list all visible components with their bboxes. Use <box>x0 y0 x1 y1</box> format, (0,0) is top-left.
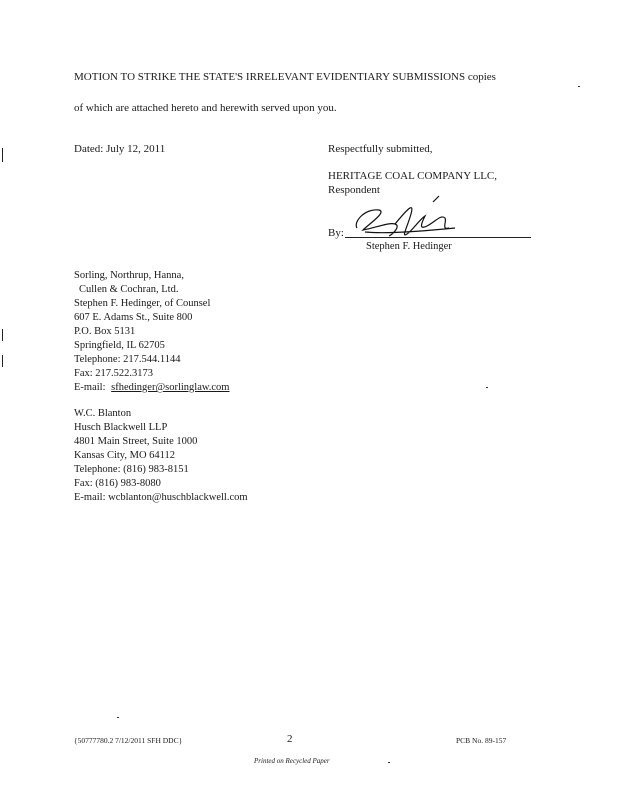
footer-page-number: 2 <box>287 733 293 745</box>
revision-bar <box>2 329 3 341</box>
scan-speck <box>117 717 119 718</box>
counsel-line: Sorling, Northrup, Hanna, <box>74 270 184 281</box>
email-label: E-mail: <box>74 382 106 393</box>
counsel-line: E-mail: wcblanton@huschblackwell.com <box>74 492 248 503</box>
counsel-address-2 <box>74 407 248 505</box>
scan-speck <box>388 762 390 763</box>
counsel-line: Telephone: (816) 983-8151 <box>74 464 189 475</box>
counsel-line: Fax: 217.522.3173 <box>74 368 154 379</box>
dated-line: Dated: July 12, 2011 <box>74 143 166 155</box>
company-name: HERITAGE COAL COMPANY LLC, <box>328 170 498 182</box>
footer-recycled: Printed on Recycled Paper <box>254 757 330 765</box>
counsel-line: Kansas City, MO 64112 <box>74 450 176 461</box>
counsel-line: 607 E. Adams St., Suite 800 <box>74 312 193 323</box>
intro-line-1: MOTION TO STRIKE THE STATE'S IRRELEVANT EVIDENTIARY SUBMISSIONS copies <box>74 71 496 83</box>
counsel-address-1 <box>74 269 229 395</box>
counsel-line: Telephone: 217.544.1144 <box>74 354 181 365</box>
counsel-line: Husch Blackwell LLP <box>74 422 168 433</box>
counsel-line: Stephen F. Hedinger, of Counsel <box>74 298 211 309</box>
footer-case-no: PCB No. 89-157 <box>456 736 507 745</box>
counsel-line: Springfield, IL 62705 <box>74 340 165 351</box>
respondent-label: Respondent <box>328 184 380 196</box>
counsel-line: P.O. Box 5131 <box>74 326 136 337</box>
counsel-line: W.C. Blanton <box>74 408 132 419</box>
closing-text: Respectfully submitted, <box>328 143 433 155</box>
signer-name: Stephen F. Hedinger <box>366 241 452 252</box>
scan-speck <box>486 387 488 388</box>
footer-doc-id: {50777780.2 7/12/2011 SFH DDC} <box>74 736 183 745</box>
revision-bar <box>2 355 3 367</box>
by-label: By: <box>328 227 344 239</box>
counsel-line: Fax: (816) 983-8080 <box>74 478 161 489</box>
counsel-line: 4801 Main Street, Suite 1000 <box>74 436 198 447</box>
intro-line-2: of which are attached hereto and herewith served upon you. <box>74 102 337 114</box>
email-link[interactable]: sfhedinger@sorlinglaw.com <box>111 382 230 393</box>
counsel-email-row <box>74 381 229 395</box>
scan-speck <box>578 86 580 87</box>
counsel-line: Cullen & Cochran, Ltd. <box>79 284 179 295</box>
handwritten-signature <box>345 194 475 244</box>
revision-bar <box>2 148 3 162</box>
